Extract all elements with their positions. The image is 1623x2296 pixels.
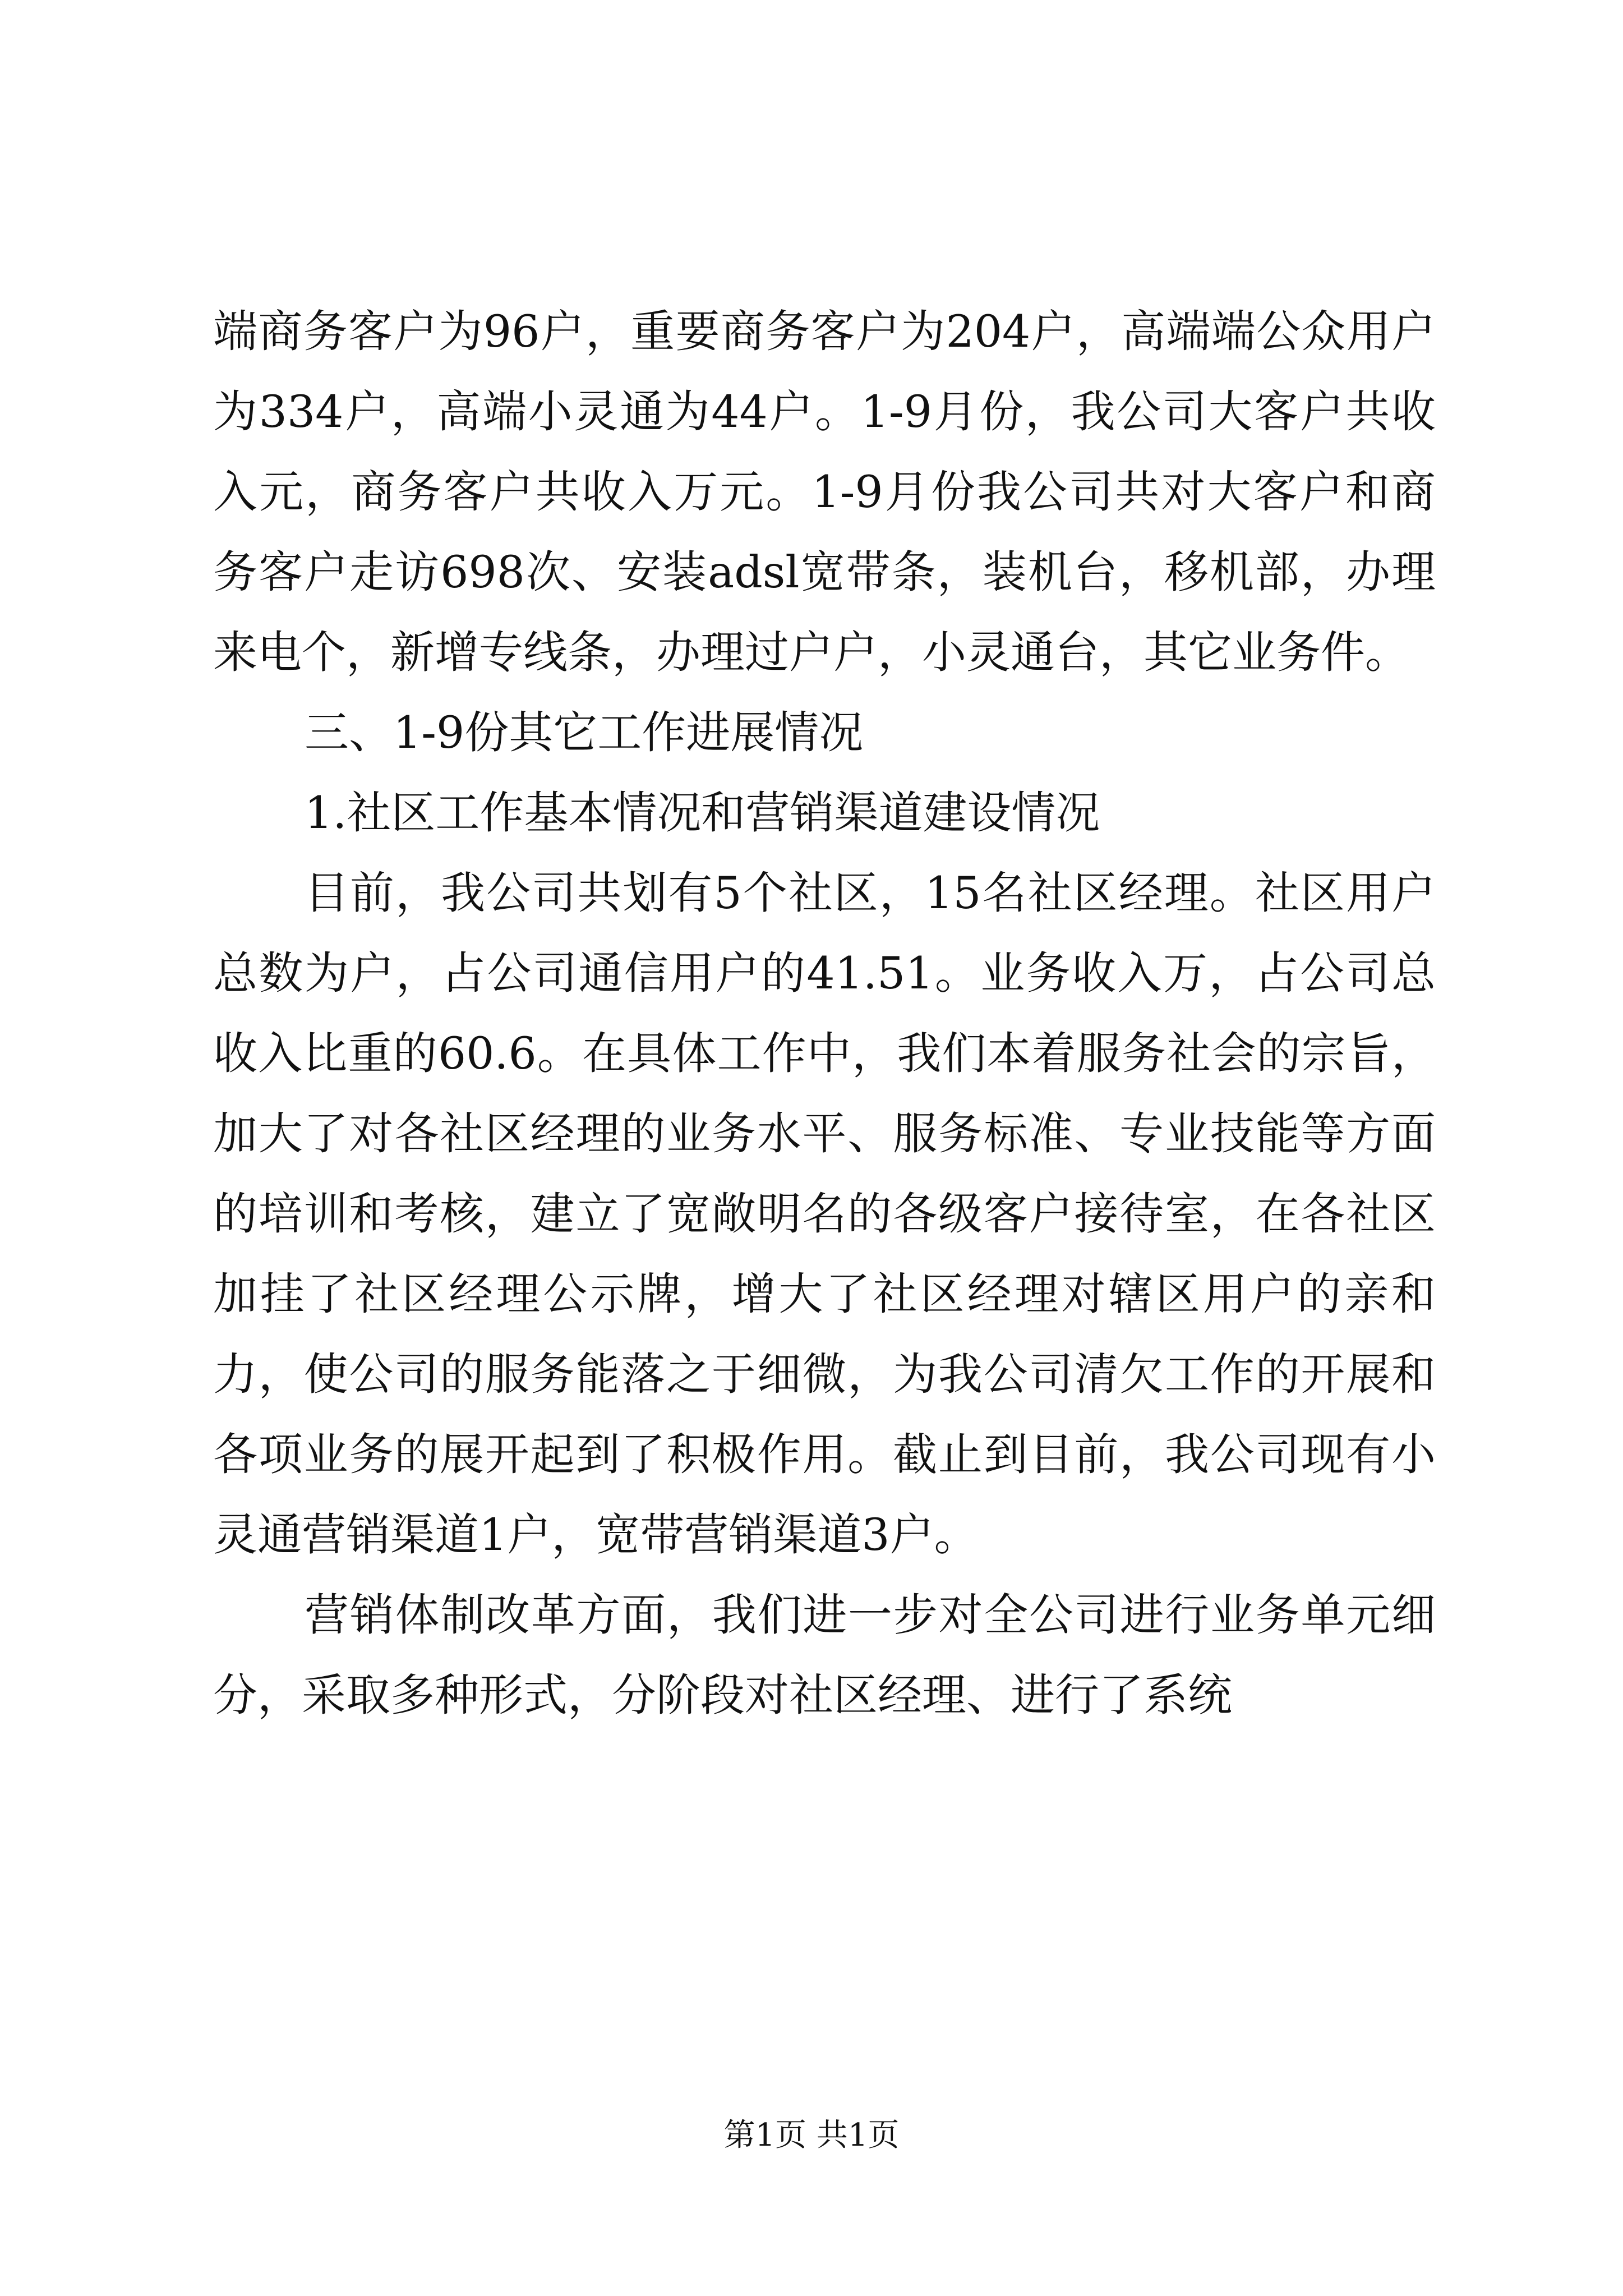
paragraph-business-clients: 端商务客户为96户，重要商务客户为204户，高端端公众用户为334户，高端小灵通为44户。1-9月份，我公司大客户共收入元，商务客户共收入万元。1-9月份我公司共对大客户和商务客户走访698次、安装adsl宽带条，装机台，移机部，办理来电个，新增专线条，办理过户户，小灵通台，其它业务件。 [213,306,1436,678]
section-heading-other-work: 三、1-9份其它工作进展情况 [305,707,864,758]
paragraph-marketing-reform: 营销体制改革方面，我们进一步对全公司进行业务单元细分，采取多种形式，分阶段对社区经理、进行了系统 [213,1589,1436,1721]
document-body [213,292,1436,1736]
subsection-heading-community: 1.社区工作基本情况和营销渠道建设情况 [305,787,1100,839]
page-footer: 第1页 共1页 [723,2117,900,2154]
paragraph-community-work: 目前，我公司共划有5个社区，15名社区经理。社区用户总数为户，占公司通信用户的41.51。业务收入万，占公司总收入比重的60.6。在具体工作中，我们本着服务社会的宗旨，加大了对各社区经理的业务水平、服务标准、专业技能等方面的培训和考核，建立了宽敞明名的各级客户接待室，在各社区加挂了社区经理公示牌，增大了社区经理对辖区用户的亲和力，使公司的服务能落之于细微，为我公司清欠工作的开展和各项业务的展开起到了积极作用。截止到目前，我公司现有小灵通营销渠道1户，宽带营销渠道3户。 [213,867,1436,1561]
